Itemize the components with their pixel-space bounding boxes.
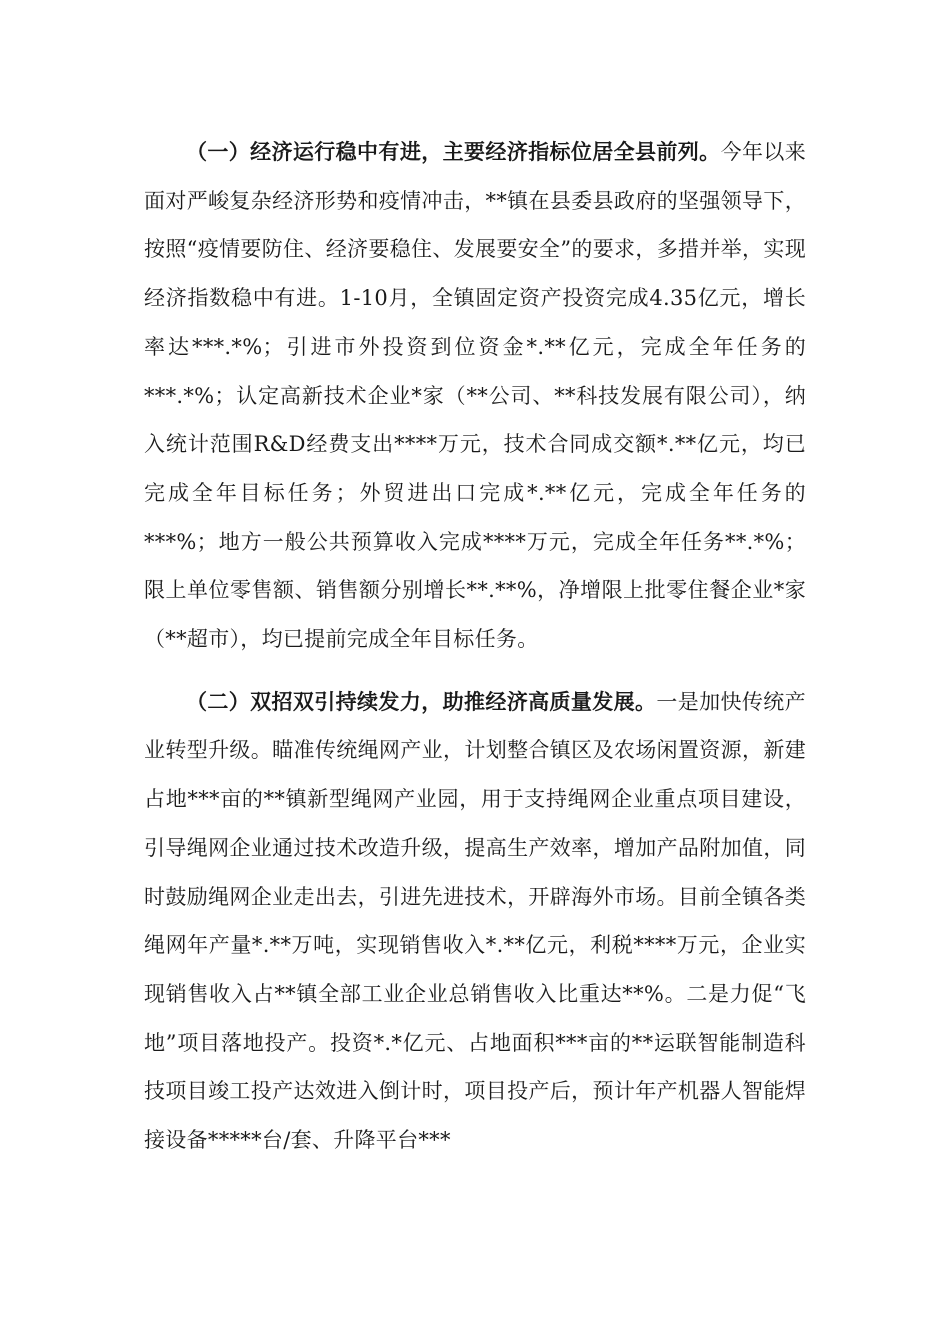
paragraph-heading: （二）双招双引持续发力，助推经济高质量发展。: [186, 689, 657, 714]
paragraph-heading: （一）经济运行稳中有进，主要经济指标位居全县前列。: [186, 140, 721, 164]
paragraph-text: 一是加快传统产业转型升级。瞄准传统绳网产业，计划整合镇区及农场闲置资源，新建占地***亩的**镇新型绳网产业园，用于支持绳网企业重点项目建设，引导绳网企业通过技术改造升级，提高生产效率，增加产品附加值，同时鼓励绳网企业走出去，引进先进技术，开辟海外市场。目前全镇各类绳网年产量*.**万吨，实现销售收入*.**亿元，利税****万元，企业实现销售收入占**镇全部工业企业总销售收入比重达**%。二是力促“飞地”项目落地投产。投资*.*亿元、占地面积***亩的**运联智能制造科技项目竣工投产达效进入倒计时，项目投产后，预计年产机器人智能焊接设备*****台/套、升降平台***: [144, 689, 806, 1153]
document-body: [144, 128, 806, 1165]
paragraph-investment-attraction: [144, 678, 806, 1165]
paragraph-economic-operation: [144, 128, 806, 664]
paragraph-text: 今年以来面对严峻复杂经济形势和疫情冲击，**镇在县委县政府的坚强领导下，按照“疫情要防住、经济要稳住、发展要安全”的要求，多措并举，实现经济指数稳中有进。1-10月，全镇固定资产投资完成4.35亿元，增长率达***.*%；引进市外投资到位资金*.**亿元，完成全年任务的***.*%；认定高新技术企业*家（**公司、**科技发展有限公司），纳入统计范围R&D经费支出****万元，技术合同成交额*.**亿元，均已完成全年目标任务；外贸进出口完成*.**亿元，完成全年任务的***%；地方一般公共预算收入完成****万元，完成全年任务**.*%；限上单位零售额、销售额分别增长**.**%，净增限上批零住餐企业*家（**超市），均已提前完成全年目标任务。: [144, 140, 807, 652]
